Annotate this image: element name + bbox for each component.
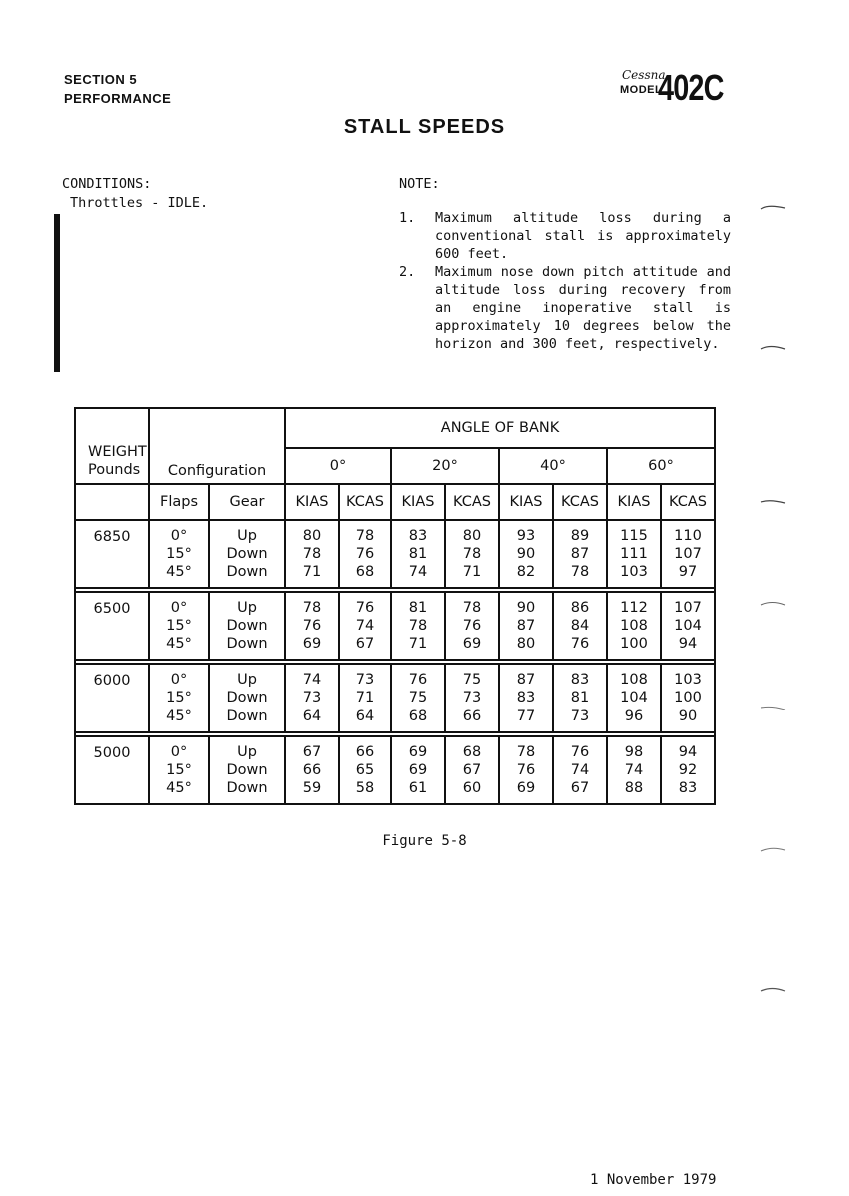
kias-value: 112 <box>620 600 648 616</box>
configuration-label: Configuration <box>167 463 267 479</box>
flaps-value: 45° <box>166 564 192 580</box>
flaps-value: 45° <box>166 708 192 724</box>
kias-value: 74 <box>624 762 644 778</box>
kcas-cell <box>445 520 499 588</box>
kcas-value: 73 <box>570 708 590 724</box>
section-number: SECTION 5 <box>64 72 138 87</box>
kias-cell <box>285 592 339 660</box>
kias-cell <box>607 664 661 732</box>
kias-value: 93 <box>516 528 536 544</box>
figure-caption: Figure 5-8 <box>382 833 467 849</box>
kias-cell <box>391 592 445 660</box>
kias-cell <box>499 592 553 660</box>
kias-value: 75 <box>408 690 428 706</box>
kias-header: KIAS <box>499 484 553 520</box>
angle-header: 0° <box>285 448 391 484</box>
kcas-header: KCAS <box>445 484 499 520</box>
kcas-value: 107 <box>674 546 702 562</box>
kias-value: 78 <box>302 546 322 562</box>
kias-value: 87 <box>516 618 536 634</box>
flaps-value: 0° <box>170 672 188 688</box>
weight-subheader <box>75 484 149 520</box>
conditions-label: CONDITIONS: <box>62 176 152 192</box>
kcas-value: 67 <box>355 636 375 652</box>
kias-value: 66 <box>302 762 322 778</box>
kcas-cell <box>553 736 607 804</box>
flaps-cell <box>149 520 209 588</box>
gear-value: Down <box>226 708 268 724</box>
weight-cell: 6850 <box>75 520 149 588</box>
note-text: Maximum nose down pitch attitude and altitude loss during recovery from an engine inoperative stall is approximately 10 degrees below the horizon and 300 feet, respectively. <box>435 264 731 352</box>
flaps-value: 15° <box>166 762 192 778</box>
weight-cell: 6500 <box>75 592 149 660</box>
kcas-value: 65 <box>355 762 375 778</box>
conditions-text: Throttles - IDLE. <box>70 195 209 211</box>
edge-mark <box>760 498 786 504</box>
kcas-value: 84 <box>570 618 590 634</box>
kcas-value: 75 <box>462 672 482 688</box>
gear-header: Gear <box>209 484 285 520</box>
kcas-value: 68 <box>355 564 375 580</box>
kias-value: 73 <box>302 690 322 706</box>
kias-value: 74 <box>408 564 428 580</box>
kcas-value: 71 <box>355 690 375 706</box>
edge-mark <box>760 600 786 606</box>
kias-value: 67 <box>302 744 322 760</box>
kcas-value: 64 <box>355 708 375 724</box>
edge-mark <box>760 204 786 210</box>
kcas-value: 100 <box>674 690 702 706</box>
kcas-cell <box>339 520 391 588</box>
weight-cell: 6000 <box>75 664 149 732</box>
weight-group-row <box>75 736 715 804</box>
kias-value: 83 <box>516 690 536 706</box>
angle-header: 60° <box>607 448 715 484</box>
note-number: 1. <box>399 210 416 226</box>
flaps-value: 15° <box>166 690 192 706</box>
flaps-value: 45° <box>166 636 192 652</box>
kcas-cell <box>553 520 607 588</box>
kias-value: 77 <box>516 708 536 724</box>
kias-cell <box>499 736 553 804</box>
kias-cell <box>391 520 445 588</box>
model-number: 402C <box>658 67 724 108</box>
kias-cell <box>285 736 339 804</box>
kcas-value: 83 <box>678 780 698 796</box>
gear-cell <box>209 736 285 804</box>
gear-value: Down <box>226 780 268 796</box>
flaps-header: Flaps <box>149 484 209 520</box>
kcas-value: 94 <box>678 636 698 652</box>
kias-cell <box>285 664 339 732</box>
kcas-value: 66 <box>355 744 375 760</box>
kcas-value: 81 <box>570 690 590 706</box>
gear-cell <box>209 664 285 732</box>
revision-bar <box>54 214 60 372</box>
flaps-value: 0° <box>170 744 188 760</box>
pounds-label: Pounds <box>88 462 141 478</box>
weight-label: WEIGHT <box>88 444 147 460</box>
weight-header <box>75 408 149 484</box>
kcas-cell <box>339 664 391 732</box>
gear-value: Down <box>226 564 268 580</box>
kias-value: 71 <box>408 636 428 652</box>
gear-value: Up <box>237 672 257 688</box>
note-item <box>399 209 731 263</box>
kias-cell <box>391 736 445 804</box>
kias-value: 103 <box>620 564 648 580</box>
section-header <box>64 70 171 108</box>
kias-header: KIAS <box>391 484 445 520</box>
weight-group-row <box>75 592 715 660</box>
kias-value: 69 <box>516 780 536 796</box>
kcas-value: 87 <box>570 546 590 562</box>
kcas-value: 76 <box>570 636 590 652</box>
kcas-cell <box>553 592 607 660</box>
footer-date: 1 November 1979 <box>590 1172 717 1188</box>
kias-value: 104 <box>620 690 648 706</box>
kcas-value: 110 <box>674 528 702 544</box>
kcas-value: 103 <box>674 672 702 688</box>
gear-value: Up <box>237 600 257 616</box>
kcas-cell <box>661 592 715 660</box>
edge-mark <box>760 986 786 992</box>
brand-logo <box>614 66 734 106</box>
section-name: PERFORMANCE <box>64 91 172 106</box>
kcas-value: 76 <box>462 618 482 634</box>
kias-value: 64 <box>302 708 322 724</box>
kias-value: 81 <box>408 600 428 616</box>
note-number: 2. <box>399 264 416 280</box>
kias-value: 96 <box>624 708 644 724</box>
kcas-value: 60 <box>462 780 482 796</box>
kcas-value: 67 <box>462 762 482 778</box>
kcas-value: 67 <box>570 780 590 796</box>
edge-mark <box>760 846 786 852</box>
weight-cell: 5000 <box>75 736 149 804</box>
kcas-value: 73 <box>355 672 375 688</box>
kcas-value: 78 <box>355 528 375 544</box>
brand-name: Cessna <box>622 68 666 82</box>
kias-value: 111 <box>620 546 648 562</box>
weight-group-row <box>75 664 715 732</box>
kcas-cell <box>661 664 715 732</box>
note-block <box>399 175 731 353</box>
kcas-value: 76 <box>355 546 375 562</box>
note-text: Maximum altitude loss during a conventional stall is approximately 600 feet. <box>435 210 731 262</box>
kias-value: 78 <box>408 618 428 634</box>
kias-cell <box>391 664 445 732</box>
kias-value: 87 <box>516 672 536 688</box>
weight-group-row <box>75 520 715 588</box>
note-item <box>399 263 731 353</box>
kcas-value: 74 <box>570 762 590 778</box>
kias-cell <box>607 520 661 588</box>
stall-speeds-table <box>74 407 716 805</box>
kcas-value: 83 <box>570 672 590 688</box>
model-word: MODEL <box>620 84 663 96</box>
kias-cell <box>285 520 339 588</box>
kias-value: 76 <box>516 762 536 778</box>
kcas-cell <box>339 736 391 804</box>
kcas-cell <box>661 736 715 804</box>
conditions-block <box>62 175 208 213</box>
kcas-header: KCAS <box>553 484 607 520</box>
kcas-value: 74 <box>355 618 375 634</box>
configuration-header <box>149 408 285 484</box>
gear-value: Down <box>226 762 268 778</box>
flaps-value: 0° <box>170 600 188 616</box>
kcas-value: 86 <box>570 600 590 616</box>
kias-value: 90 <box>516 600 536 616</box>
flaps-cell <box>149 736 209 804</box>
kcas-value: 94 <box>678 744 698 760</box>
flaps-cell <box>149 664 209 732</box>
kcas-value: 89 <box>570 528 590 544</box>
kcas-value: 80 <box>462 528 482 544</box>
kias-cell <box>499 664 553 732</box>
kias-value: 82 <box>516 564 536 580</box>
kias-value: 83 <box>408 528 428 544</box>
kias-value: 108 <box>620 672 648 688</box>
kcas-value: 78 <box>462 546 482 562</box>
kcas-value: 78 <box>462 600 482 616</box>
kias-value: 90 <box>516 546 536 562</box>
kcas-cell <box>445 664 499 732</box>
kcas-value: 71 <box>462 564 482 580</box>
kias-value: 59 <box>302 780 322 796</box>
kcas-value: 66 <box>462 708 482 724</box>
flaps-cell <box>149 592 209 660</box>
kias-value: 80 <box>302 528 322 544</box>
kias-value: 78 <box>516 744 536 760</box>
kcas-value: 76 <box>355 600 375 616</box>
kcas-cell <box>445 592 499 660</box>
kcas-value: 69 <box>462 636 482 652</box>
kias-cell <box>499 520 553 588</box>
kcas-value: 104 <box>674 618 702 634</box>
kias-value: 108 <box>620 618 648 634</box>
kias-value: 78 <box>302 600 322 616</box>
kias-value: 100 <box>620 636 648 652</box>
edge-mark <box>760 344 786 350</box>
kias-value: 115 <box>620 528 648 544</box>
flaps-value: 0° <box>170 528 188 544</box>
kias-value: 76 <box>302 618 322 634</box>
gear-value: Up <box>237 528 257 544</box>
kcas-value: 90 <box>678 708 698 724</box>
flaps-value: 15° <box>166 618 192 634</box>
kcas-cell <box>445 736 499 804</box>
kcas-header: KCAS <box>339 484 391 520</box>
kcas-value: 68 <box>462 744 482 760</box>
gear-value: Down <box>226 618 268 634</box>
kias-value: 74 <box>302 672 322 688</box>
kias-cell <box>607 736 661 804</box>
angle-header: 20° <box>391 448 499 484</box>
gear-value: Down <box>226 546 268 562</box>
kcas-value: 76 <box>570 744 590 760</box>
kias-value: 98 <box>624 744 644 760</box>
kcas-header: KCAS <box>661 484 715 520</box>
angle-of-bank-header: ANGLE OF BANK <box>285 408 715 448</box>
kias-value: 81 <box>408 546 428 562</box>
flaps-value: 45° <box>166 780 192 796</box>
kias-value: 80 <box>516 636 536 652</box>
table-body <box>75 520 715 804</box>
kias-value: 61 <box>408 780 428 796</box>
gear-value: Down <box>226 690 268 706</box>
kias-value: 69 <box>408 762 428 778</box>
kias-value: 88 <box>624 780 644 796</box>
kias-header: KIAS <box>607 484 661 520</box>
kcas-value: 107 <box>674 600 702 616</box>
gear-cell <box>209 520 285 588</box>
kcas-value: 73 <box>462 690 482 706</box>
kcas-value: 78 <box>570 564 590 580</box>
kias-value: 69 <box>302 636 322 652</box>
kcas-value: 58 <box>355 780 375 796</box>
edge-mark <box>760 704 786 710</box>
angle-header: 40° <box>499 448 607 484</box>
kias-value: 69 <box>408 744 428 760</box>
kias-value: 68 <box>408 708 428 724</box>
gear-cell <box>209 592 285 660</box>
kias-cell <box>607 592 661 660</box>
flaps-value: 15° <box>166 546 192 562</box>
note-label: NOTE: <box>399 176 440 192</box>
page-title: STALL SPEEDS <box>343 116 506 138</box>
gear-value: Down <box>226 636 268 652</box>
kcas-cell <box>661 520 715 588</box>
kcas-cell <box>553 664 607 732</box>
kias-value: 71 <box>302 564 322 580</box>
kias-header: KIAS <box>285 484 339 520</box>
kcas-value: 92 <box>678 762 698 778</box>
kcas-value: 97 <box>678 564 698 580</box>
gear-value: Up <box>237 744 257 760</box>
kias-value: 76 <box>408 672 428 688</box>
kcas-cell <box>339 592 391 660</box>
